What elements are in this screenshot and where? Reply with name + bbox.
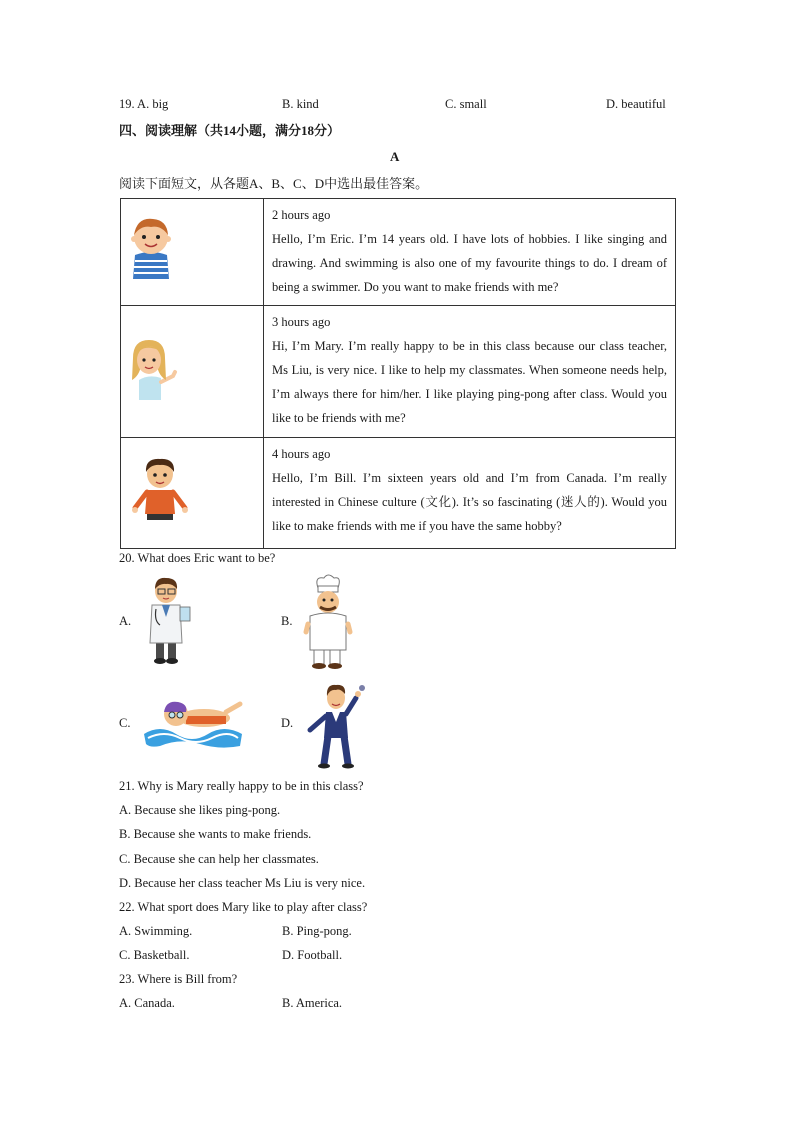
post-row-eric <box>121 199 676 306</box>
avatar-cell <box>121 306 264 438</box>
doctor-icon <box>142 575 194 665</box>
post-row-bill <box>121 438 676 549</box>
q22-option-b: B. Ping-pong. <box>282 924 352 938</box>
q19-option-d: D. beautiful <box>606 97 666 111</box>
post-time: 3 hours ago <box>272 315 331 329</box>
q21-stem: 21. Why is Mary really happy to be in this class? <box>119 779 364 793</box>
q19-option-b: B. kind <box>282 97 319 111</box>
boy-bill-icon <box>131 456 189 524</box>
q20-label-a: A. <box>119 614 132 628</box>
avatar-cell <box>121 438 264 549</box>
q23-option-b: B. America. <box>282 996 343 1010</box>
q21-option-b: B. Because she wants to make friends. <box>119 827 312 841</box>
q21-option-a: A. Because she likes ping-pong. <box>119 803 281 817</box>
girl-mary-icon <box>129 336 179 402</box>
posts-table <box>120 198 676 549</box>
post-time: 4 hours ago <box>272 447 331 461</box>
chef-icon <box>300 574 354 670</box>
q22-option-d: D. Football. <box>282 948 343 962</box>
post-time: 2 hours ago <box>272 208 331 222</box>
post-body: Hello, I’m Bill. I’m sixteen years old and I’m from Canada. I’m really interested in Chinese culture (文化). It’s so fascinating (迷人的). Would you like to make friends with me if you have the same hobby? <box>272 471 667 533</box>
post-body: Hi, I’m Mary. I’m really happy to be in this class because our class teacher, Ms Liu, is very nice. I like to help my classmates. When someone needs help, I’m always there for him/her. I like playing ping-pong after class. Would you like to be friends with me? <box>272 339 667 425</box>
avatar-cell <box>121 199 264 306</box>
q22-option-a: A. Swimming. <box>119 924 193 938</box>
singer-icon <box>302 676 368 770</box>
section-heading: 四、阅读理解（共14小题，满分18分） <box>119 123 341 138</box>
q19-option-a: 19. A. big <box>119 97 169 111</box>
post-body: Hello, I’m Eric. I’m 14 years old. I have lots of hobbies. I like singing and drawing. And swimming is also one of my favourite things to do. I dream of being a swimmer. Do you want to make friends with me? <box>272 232 667 294</box>
post-text-cell <box>264 438 676 549</box>
post-row-mary <box>121 306 676 438</box>
q22-option-c: C. Basketball. <box>119 948 190 962</box>
swimmer-icon <box>140 694 246 750</box>
q20-stem: 20. What does Eric want to be? <box>119 551 276 565</box>
q21-option-d: D. Because her class teacher Ms Liu is very nice. <box>119 876 366 890</box>
q23-option-a: A. Canada. <box>119 996 175 1010</box>
q20-label-b: B. <box>281 614 293 628</box>
boy-eric-icon <box>129 215 173 283</box>
q22-stem: 22. What sport does Mary like to play after class? <box>119 900 368 914</box>
q23-stem: 23. Where is Bill from? <box>119 972 238 986</box>
q20-label-d: D. <box>281 716 294 730</box>
q21-option-c: C. Because she can help her classmates. <box>119 852 319 866</box>
part-label: A <box>390 149 400 164</box>
post-text-cell <box>264 199 676 306</box>
q19-option-c: C. small <box>445 97 487 111</box>
q20-label-c: C. <box>119 716 131 730</box>
post-text-cell <box>264 306 676 438</box>
instruction: 阅读下面短文，从各题A、B、C、D中选出最佳答案。 <box>119 176 429 191</box>
